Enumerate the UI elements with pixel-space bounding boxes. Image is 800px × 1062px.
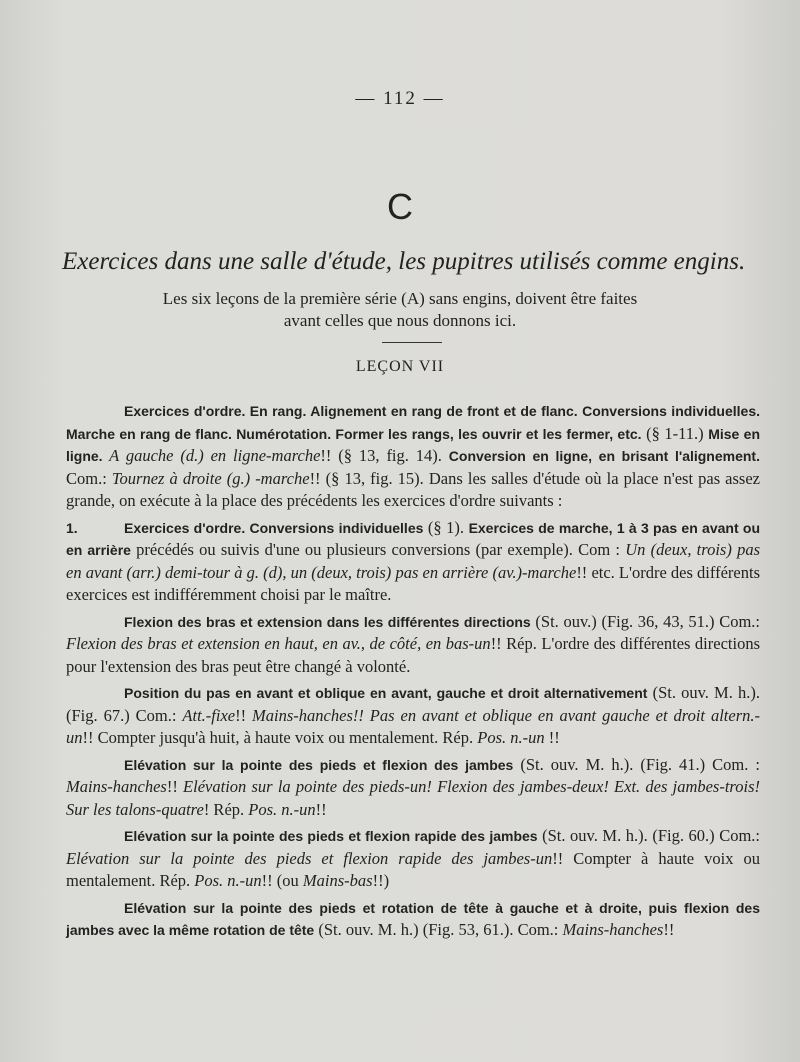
text: !! — [235, 705, 253, 725]
text: (§ 1-11.) — [641, 423, 709, 443]
bold-text: Exercices d'ordre. Conversions individuelles — [124, 519, 424, 536]
lesson-body — [66, 400, 760, 946]
intro-line-1: Les six leçons de la première série (A) sans engins, doivent être faites — [162, 289, 638, 308]
divider-rule — [382, 342, 442, 343]
italic-text: Un (deux, trois) pas en avant (arr.) demi-tour à g. (d), un (deux, trois) pas en arrière (av.)-marche — [66, 540, 760, 582]
text: ! Rép. — [203, 799, 249, 819]
text: !! Compter à haute voix ou mentalement. Rép. — [66, 848, 761, 890]
text: précédés ou suivis d'une ou plusieurs conversions (par exemple). Com : — [130, 540, 626, 559]
text: Com.: — [66, 468, 112, 488]
paragraph-elevation-flexion — [66, 754, 760, 822]
section-letter: C — [387, 186, 413, 227]
text: !! — [663, 920, 675, 939]
paragraph-elevation-flexion-rapide — [66, 825, 760, 893]
page-number: — 112 — — [355, 88, 445, 109]
text: (St. ouv.) (Fig. 36, 43, 51.) Com.: — [530, 611, 760, 631]
text: (§ 1). — [423, 517, 469, 537]
text: !! — [315, 799, 327, 819]
bold-text: Mise en ligne. — [66, 425, 760, 464]
intro-text — [0, 288, 800, 332]
text: !! — [544, 728, 560, 747]
text: !! (§ 13, fig. 14). — [320, 446, 449, 465]
italic-text: A gauche (d.) en ligne-marche — [102, 446, 321, 465]
text: !! Compter jusqu'à huit, à haute voix ou mentalement. Rép. — [82, 728, 478, 747]
bold-text: Position du pas en avant et oblique en avant, gauche et droit alternativement — [124, 685, 648, 701]
bold-text: Elévation sur la pointe des pieds et flexion rapide des jambes — [124, 828, 538, 844]
text: !! (ou — [261, 871, 303, 890]
paragraph-flexion-bras — [66, 611, 760, 679]
italic-text: Mains-hanches — [66, 777, 167, 796]
bold-text: Exercices d'ordre. En rang. Alignement en rang de front et de flanc. Conversions individuelles. Marche en rang de flanc. Numérotation. Former les rangs, les ouvrir et les fermer, etc. — [66, 403, 760, 442]
intro-line-2: avant celles que nous donnons ici. — [283, 311, 517, 330]
bold-text: Conversion en ligne, en brisant l'alignement. — [448, 448, 760, 464]
bold-text: Flexion des bras et extension dans les différentes directions — [124, 613, 531, 630]
paragraph-elevation-rotation — [66, 897, 760, 942]
text: (St. ouv. M. h.). (Fig. 67.) Com.: — [66, 683, 760, 725]
italic-text: Mains-hanches!! Pas en avant et oblique en avant gauche et droit altern.-un — [66, 705, 760, 747]
text: !! — [166, 777, 184, 796]
italic-text: Pos. n.-un — [248, 799, 316, 819]
italic-text: Mains-hanches — [562, 920, 664, 939]
section-title: Exercices dans une salle d'étude, les pupitres utilisés comme engins. — [62, 248, 746, 275]
italic-text: Elévation sur la pointe des pieds-un! Flexion des jambes-deux! Ext. des jambes-trois! Sur les talons-quatre — [66, 777, 760, 819]
paragraph-exercices-ordre — [66, 400, 760, 513]
bold-text: Elévation sur la pointe des pieds et flexion des jambes — [124, 756, 514, 773]
lesson-title: LEÇON VII — [355, 358, 445, 375]
text: !! (§ 13, fig. 15). Dans les salles d'étude où la place n'est pas assez grande, on exécute à la place des précédents les exercices d'ordre suivants : — [66, 468, 760, 510]
text: !! Rép. L'ordre des différentes directions pour l'extension des bras peut être changé à volonté. — [66, 634, 760, 676]
text: (St. ouv. M. h.). (Fig. 60.) Com.: — [537, 826, 760, 845]
item-number: 1. — [66, 519, 78, 536]
bold-text: Elévation sur la pointe des pieds et rotation de tête à gauche et à droite, puis flexion des jambes avec la même rotation de tête — [66, 899, 760, 938]
text: (St. ouv. M. h.). (Fig. 41.) Com. : — [513, 754, 760, 774]
italic-text: Elévation sur la pointe des pieds et flexion rapide des jambes-un — [66, 848, 553, 868]
italic-text: Att.-fixe — [182, 705, 236, 725]
italic-text: Flexion des bras et extension en haut, en av., de côté, en bas-un — [66, 634, 491, 653]
paragraph-position-pas — [66, 682, 760, 750]
italic-text: Pos. n.-un — [477, 728, 545, 747]
bold-text: Exercices de marche, 1 à 3 pas en avant ou en arrière — [66, 519, 760, 558]
italic-text: Pos. n.-un — [194, 871, 262, 890]
paragraph-numbered-1 — [66, 517, 760, 607]
text: !!) — [372, 871, 390, 890]
italic-text: Mains-bas — [302, 871, 373, 890]
italic-text: Tournez à droite (g.) -marche — [111, 468, 310, 488]
text: !! etc. L'ordre des différents exercices est indifféremment choisi par le maître. — [66, 562, 760, 604]
text: (St. ouv. M. h.) (Fig. 53, 61.). Com.: — [314, 920, 563, 939]
